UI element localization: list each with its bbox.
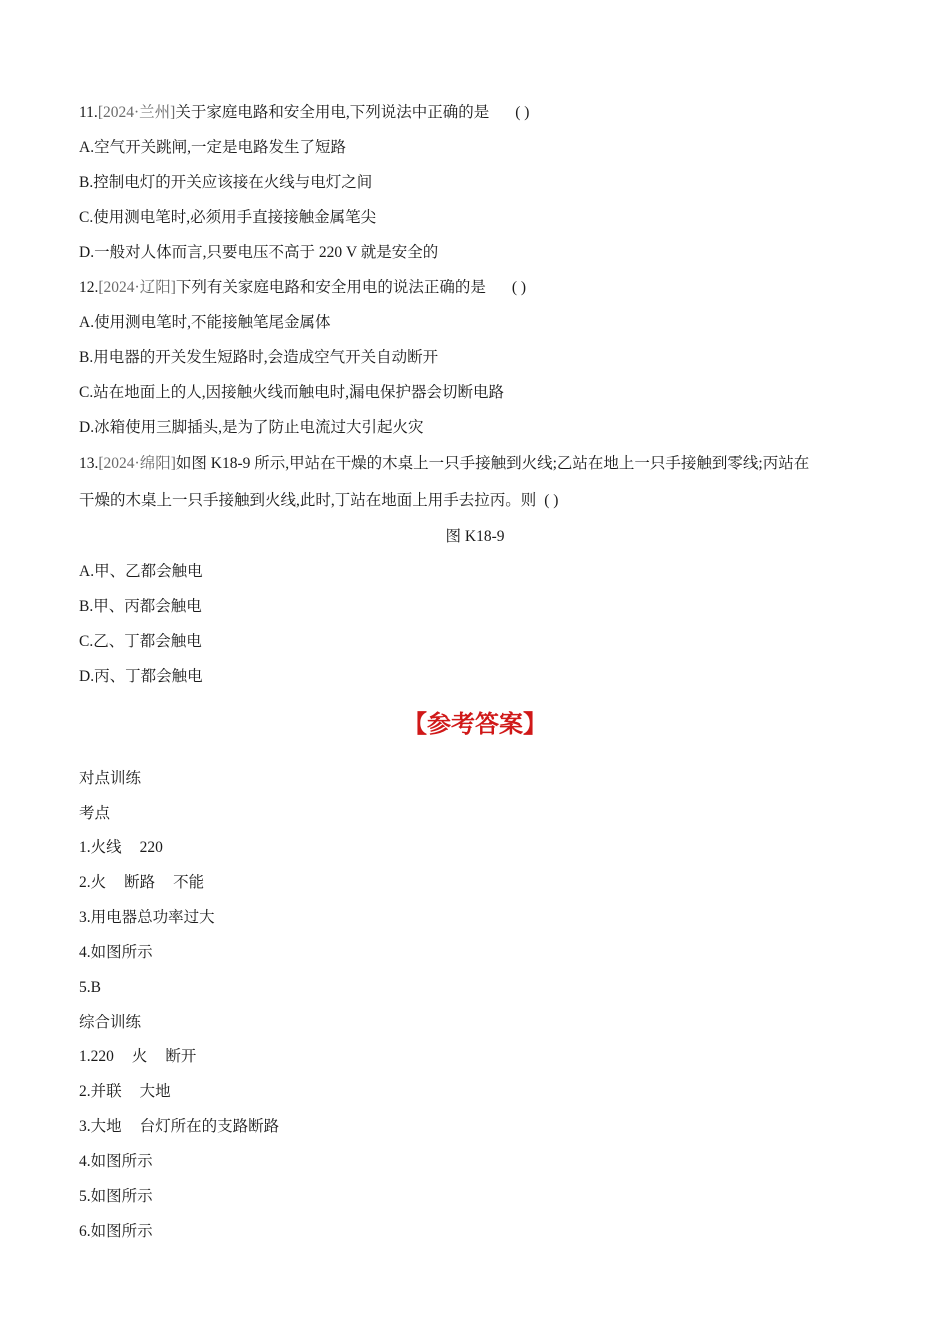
- answer-item: 6.如图所示: [79, 1223, 153, 1240]
- option-d: D.丙、丁都会触电: [79, 668, 203, 685]
- section-heading: 综合训练: [79, 1014, 142, 1031]
- option-c: C.使用测电笔时,必须用手直接接触金属笔尖: [79, 209, 377, 226]
- question-text: 下列有关家庭电路和安全用电的说法正确的是: [175, 279, 486, 296]
- option-a: A.空气开关跳闸,一定是电路发生了短路: [79, 139, 346, 156]
- question-11-stem: [79, 103, 529, 123]
- figure-caption: 图 K18-9: [445, 528, 505, 545]
- answer-parentheses: ( ): [511, 279, 527, 296]
- option-b: B.用电器的开关发生短路时,会造成空气开关自动断开: [79, 349, 439, 366]
- question-source: [2024·兰州]: [97, 104, 176, 121]
- answer-item: 1.火线 220: [79, 839, 163, 856]
- option-a: A.甲、乙都会触电: [79, 563, 203, 580]
- option-d: D.冰箱使用三脚插头,是为了防止电流过大引起火灾: [79, 419, 424, 436]
- question-13-stem-line2: [79, 491, 558, 511]
- subsection-heading: 考点: [79, 805, 111, 822]
- answer-item: 1.220 火 断开: [79, 1048, 197, 1065]
- question-source: [2024·辽阳]: [98, 279, 176, 296]
- answer-parentheses: ( ): [515, 104, 530, 121]
- answer-parentheses: ( ): [544, 492, 559, 509]
- option-c: C.站在地面上的人,因接触火线而触电时,漏电保护器会切断电路: [79, 384, 504, 401]
- answer-item: 5.B: [79, 979, 101, 996]
- answer-item: 3.大地 台灯所在的支路断路: [79, 1118, 280, 1135]
- question-number: 11.: [79, 104, 98, 121]
- answer-item: 2.并联 大地: [79, 1083, 171, 1100]
- answer-item: 2.火 断路 不能: [79, 874, 205, 891]
- option-a: A.使用测电笔时,不能接触笔尾金属体: [79, 314, 331, 331]
- answer-item: 5.如图所示: [79, 1188, 153, 1205]
- question-number: 12.: [79, 279, 99, 296]
- option-b: B.控制电灯的开关应该接在火线与电灯之间: [79, 174, 373, 191]
- answer-item: 3.用电器总功率过大: [79, 909, 215, 926]
- answer-item: 4.如图所示: [79, 1153, 153, 1170]
- question-text: 干燥的木桌上一只手接触到火线,此时,丁站在地面上用手去拉丙。则: [79, 492, 537, 509]
- option-d: D.一般对人体而言,只要电压不高于 220 V 就是安全的: [79, 244, 439, 261]
- question-12-stem: [79, 278, 526, 298]
- question-number: 13.: [79, 455, 99, 472]
- option-b: B.甲、丙都会触电: [79, 598, 202, 615]
- answer-key-title: 【参考答案】: [403, 710, 547, 738]
- section-heading: 对点训练: [79, 770, 142, 787]
- question-text: 关于家庭电路和安全用电,下列说法中正确的是: [175, 104, 490, 121]
- question-text: 如图 K18-9 所示,甲站在干燥的木桌上一只手接触到火线;乙站在地上一只手接触到零线;丙站在: [175, 455, 810, 472]
- question-source: [2024·绵阳]: [98, 455, 176, 472]
- option-c: C.乙、丁都会触电: [79, 633, 202, 650]
- answer-item: 4.如图所示: [79, 944, 153, 961]
- question-13-stem-line1: [79, 454, 809, 474]
